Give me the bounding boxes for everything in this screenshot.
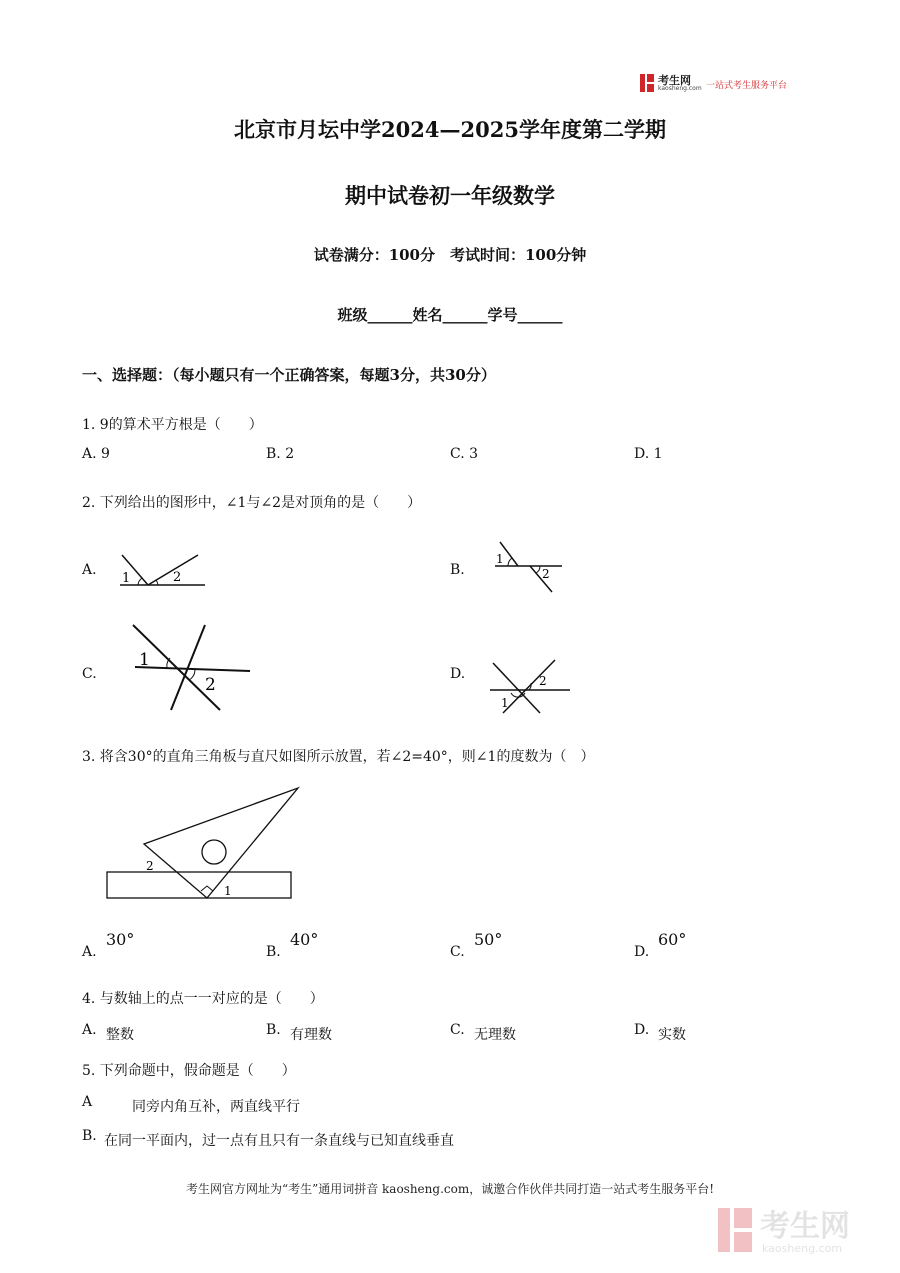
q3-option-a-value: 30°	[106, 930, 135, 949]
q1-option-b: B. 2	[266, 446, 295, 462]
q2c-angle2-label: 2	[205, 675, 216, 695]
kaosheng-logo-icon	[640, 74, 654, 92]
q3-angle1-label: 1	[224, 884, 232, 898]
q2c-angle1-label: 1	[139, 650, 150, 670]
watermark-name: 考生网	[760, 1209, 850, 1244]
q4-option-d-value: 实数	[658, 1027, 686, 1043]
q2a-angle2-label: 2	[173, 570, 182, 585]
q5-option-a-text: 同旁内角互补，两直线平行	[132, 1099, 300, 1115]
q4-option-d-label: D.	[634, 1022, 650, 1038]
q5-option-a-label: A	[82, 1094, 93, 1110]
watermark-url: kaosheng.com	[762, 1242, 843, 1255]
kaosheng-logo	[640, 72, 810, 96]
q1-option-c: C. 3	[450, 446, 479, 462]
q4-option-a-label: A.	[82, 1022, 97, 1038]
q2-option-a-label: A.	[82, 562, 97, 578]
q1-option-d: D. 1	[634, 446, 663, 462]
q5-option-b-text: 在同一平面内，过一点有且只有一条直线与已知直线垂直	[104, 1133, 454, 1149]
q2a-angle1-label: 1	[122, 571, 131, 586]
exam-info: 试卷满分：100分 考试时间：100分钟	[313, 246, 587, 264]
logo-slogan: 一站式考生服务平台	[706, 81, 788, 91]
q3-angle2-label: 2	[146, 859, 154, 873]
question-5-stem: 5. 下列命题中，假命题是（ ）	[82, 1063, 296, 1079]
q2-figure-c	[125, 620, 255, 715]
q3-option-c-label: C.	[450, 944, 465, 960]
question-3-stem: 3. 将含30°的直角三角板与直尺如图所示放置，若∠2=40°，则∠1的度数为（ ）	[82, 749, 595, 765]
q2-option-b-label: B.	[450, 562, 465, 578]
q4-option-a-value: 整数	[106, 1027, 134, 1043]
question-2-stem: 2. 下列给出的图形中，∠1与∠2是对顶角的是（ ）	[82, 495, 422, 511]
q4-option-b-label: B.	[266, 1022, 281, 1038]
question-1-stem: 1. 9的算术平方根是（ ）	[82, 417, 263, 433]
page-footer: 考生网官方网址为“考生”通用词拼音 kaosheng.com，诚邀合作伙伴共同打造一站式考生服务平台!	[185, 1182, 715, 1196]
q5-option-b-label: B.	[82, 1128, 97, 1144]
q3-option-b-value: 40°	[290, 930, 319, 949]
q3-option-d-value: 60°	[658, 930, 687, 949]
exam-title-line2: 期中试卷初一年级数学	[345, 183, 555, 208]
exam-title-line1: 北京市月坛中学2024—2025学年度第二学期	[234, 117, 666, 142]
q4-option-c-label: C.	[450, 1022, 465, 1038]
q2d-angle2-label: 2	[539, 674, 547, 688]
q2b-angle2-label: 2	[542, 567, 550, 581]
watermark-logo-icon	[716, 1200, 886, 1256]
logo-name: 考生网	[658, 74, 691, 87]
section-heading-choice: 一、选择题：（每小题只有一个正确答案，每题3分，共30分）	[82, 366, 496, 384]
logo-url: kaosheng.com	[658, 85, 702, 92]
student-info-fields: 班级______姓名______学号______	[337, 306, 563, 324]
q3-option-d-label: D.	[634, 944, 650, 960]
q2-figure-a	[110, 545, 210, 595]
q2-option-c-label: C.	[82, 666, 97, 682]
q4-option-c-value: 无理数	[474, 1027, 516, 1043]
q3-option-c-value: 50°	[474, 930, 503, 949]
q2b-angle1-label: 1	[496, 552, 504, 566]
q3-option-a-label: A.	[82, 944, 97, 960]
q2-figure-b	[490, 538, 570, 598]
q1-option-a: A. 9	[82, 446, 110, 462]
question-4-stem: 4. 与数轴上的点一一对应的是（ ）	[82, 991, 324, 1007]
q2-option-d-label: D.	[450, 666, 466, 682]
q3-figure-triangle-ruler	[100, 782, 305, 904]
q2-figure-d	[485, 655, 575, 715]
q2d-angle1-label: 1	[501, 696, 509, 710]
q3-option-b-label: B.	[266, 944, 281, 960]
q4-option-b-value: 有理数	[290, 1027, 332, 1043]
kaosheng-watermark	[716, 1200, 886, 1256]
